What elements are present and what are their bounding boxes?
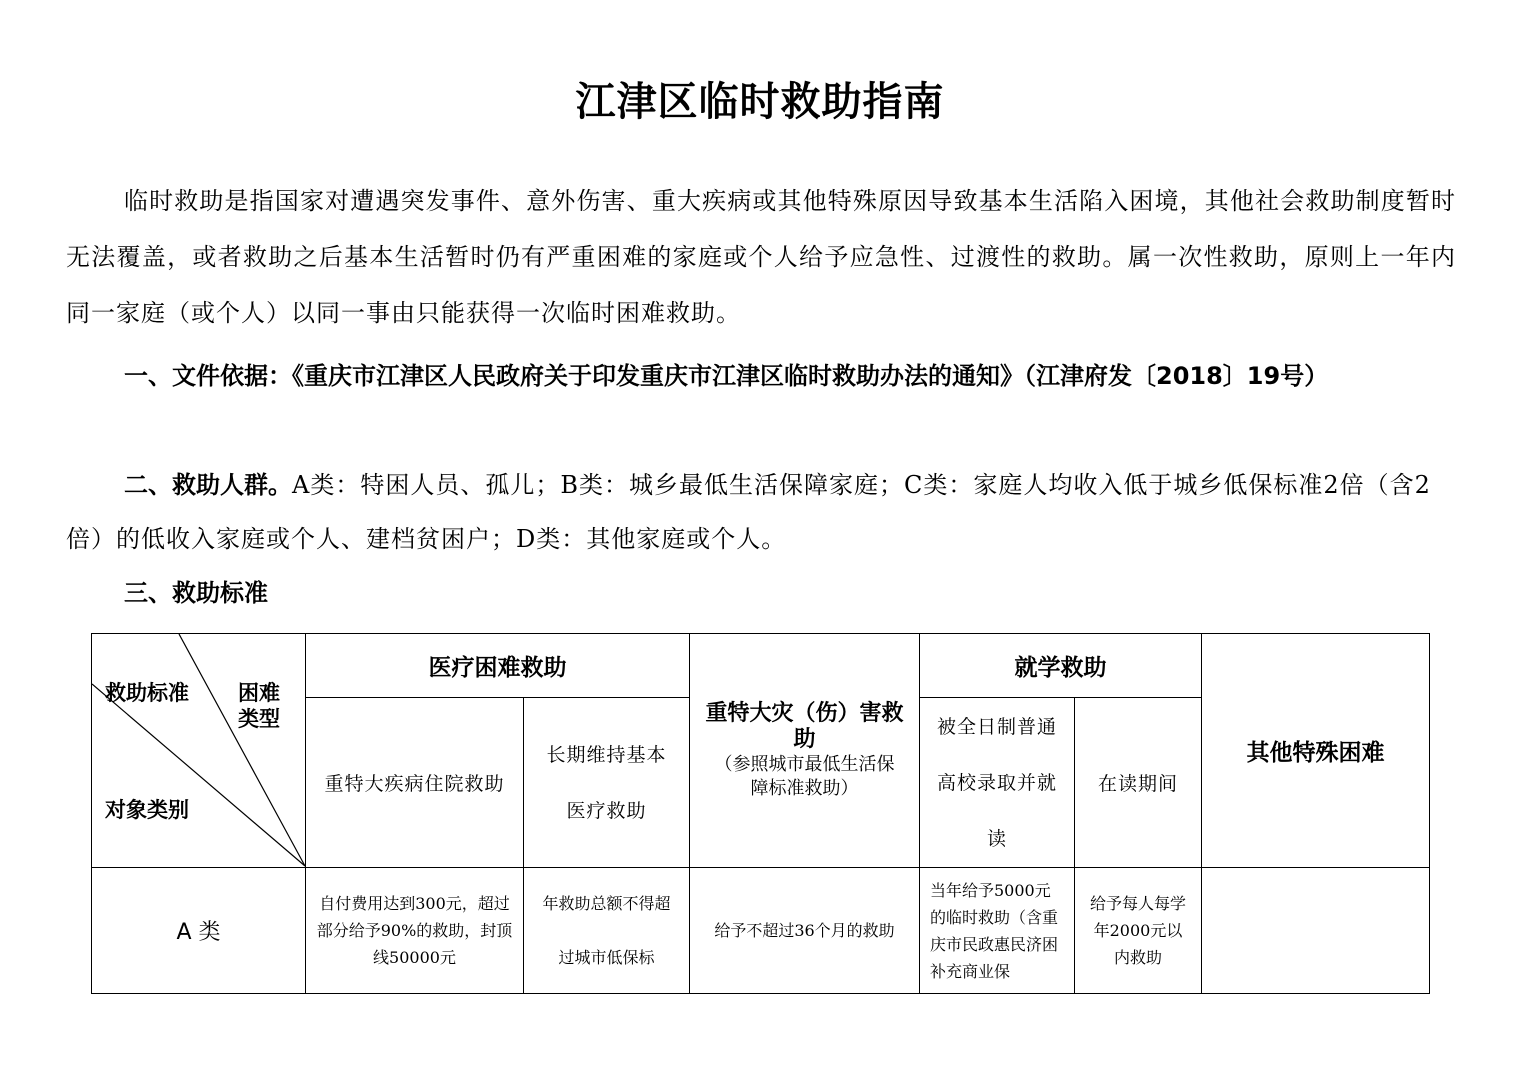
- subheader-medical-inpatient: 重特大疾病住院救助: [306, 698, 524, 868]
- table-row: [92, 868, 1430, 994]
- row-other: [1202, 868, 1430, 994]
- header-disaster: [690, 634, 920, 868]
- row-medical-inpatient: 自付费用达到300元，超过部分给予90%的救助，封顶线50000元: [306, 868, 524, 994]
- corner-label-type: 困难类型: [238, 681, 280, 731]
- section-standards-label: 三、救助标准: [124, 579, 268, 607]
- section-groups-label: 二、救助人群。: [124, 471, 292, 499]
- corner-label-category: 对象类别: [105, 798, 189, 822]
- header-medical: 医疗困难救助: [306, 634, 690, 698]
- subheader-education-enrolled: 在读期间: [1075, 698, 1202, 868]
- section-groups: [66, 458, 1456, 566]
- corner-label-standard: 救助标准: [105, 681, 189, 705]
- header-other: 其他特殊困难: [1202, 634, 1430, 868]
- section-standards: [66, 566, 1456, 620]
- subheader-medical-longterm: 长期维持基本医疗救助: [524, 698, 690, 868]
- header-disaster-title: 重特大灾（伤）害救助: [705, 700, 904, 752]
- corner-cell: [92, 634, 306, 868]
- row-category: A 类: [92, 868, 306, 994]
- standards-table: [91, 633, 1430, 994]
- section-basis: [66, 349, 1456, 403]
- subheader-education-admitted: 被全日制普通高校录取并就读: [920, 698, 1075, 868]
- header-disaster-note: （参照城市最低生活保障标准救助）: [714, 753, 895, 799]
- intro-paragraph: 临时救助是指国家对遭遇突发事件、意外伤害、重大疾病或其他特殊原因导致基本生活陷入困境，其他社会救助制度暂时无法覆盖，或者救助之后基本生活暂时仍有严重困难的家庭或个人给予应急性、过渡性的救助。属一次性救助，原则上一年内同一家庭（或个人）以同一事由只能获得一次临时困难救助。: [66, 187, 1456, 327]
- corner-diagonal-lines: [92, 634, 306, 867]
- page-title: 江津区临时救助指南: [575, 78, 945, 125]
- section-basis-text: 一、文件依据：《重庆市江津区人民政府关于印发重庆市江津区临时救助办法的通知》（江津府发〔2018〕19号）: [124, 362, 1329, 390]
- row-education-enrolled: 给予每人每学年2000元以内救助: [1075, 868, 1202, 994]
- header-education: 就学救助: [920, 634, 1202, 698]
- row-education-admitted: 当年给予5000元的临时救助（含重庆市民政惠民济困补充商业保: [920, 868, 1075, 994]
- row-medical-longterm: 年救助总额不得超过城市低保标: [524, 868, 690, 994]
- row-disaster: 给予不超过36个月的救助: [690, 868, 920, 994]
- section-groups-text: A类：特困人员、孤儿；B类：城乡最低生活保障家庭；C类：家庭人均收入低于城乡低保标准2倍（含2倍）的低收入家庭或个人、建档贫困户；D类：其他家庭或个人。: [66, 471, 1431, 553]
